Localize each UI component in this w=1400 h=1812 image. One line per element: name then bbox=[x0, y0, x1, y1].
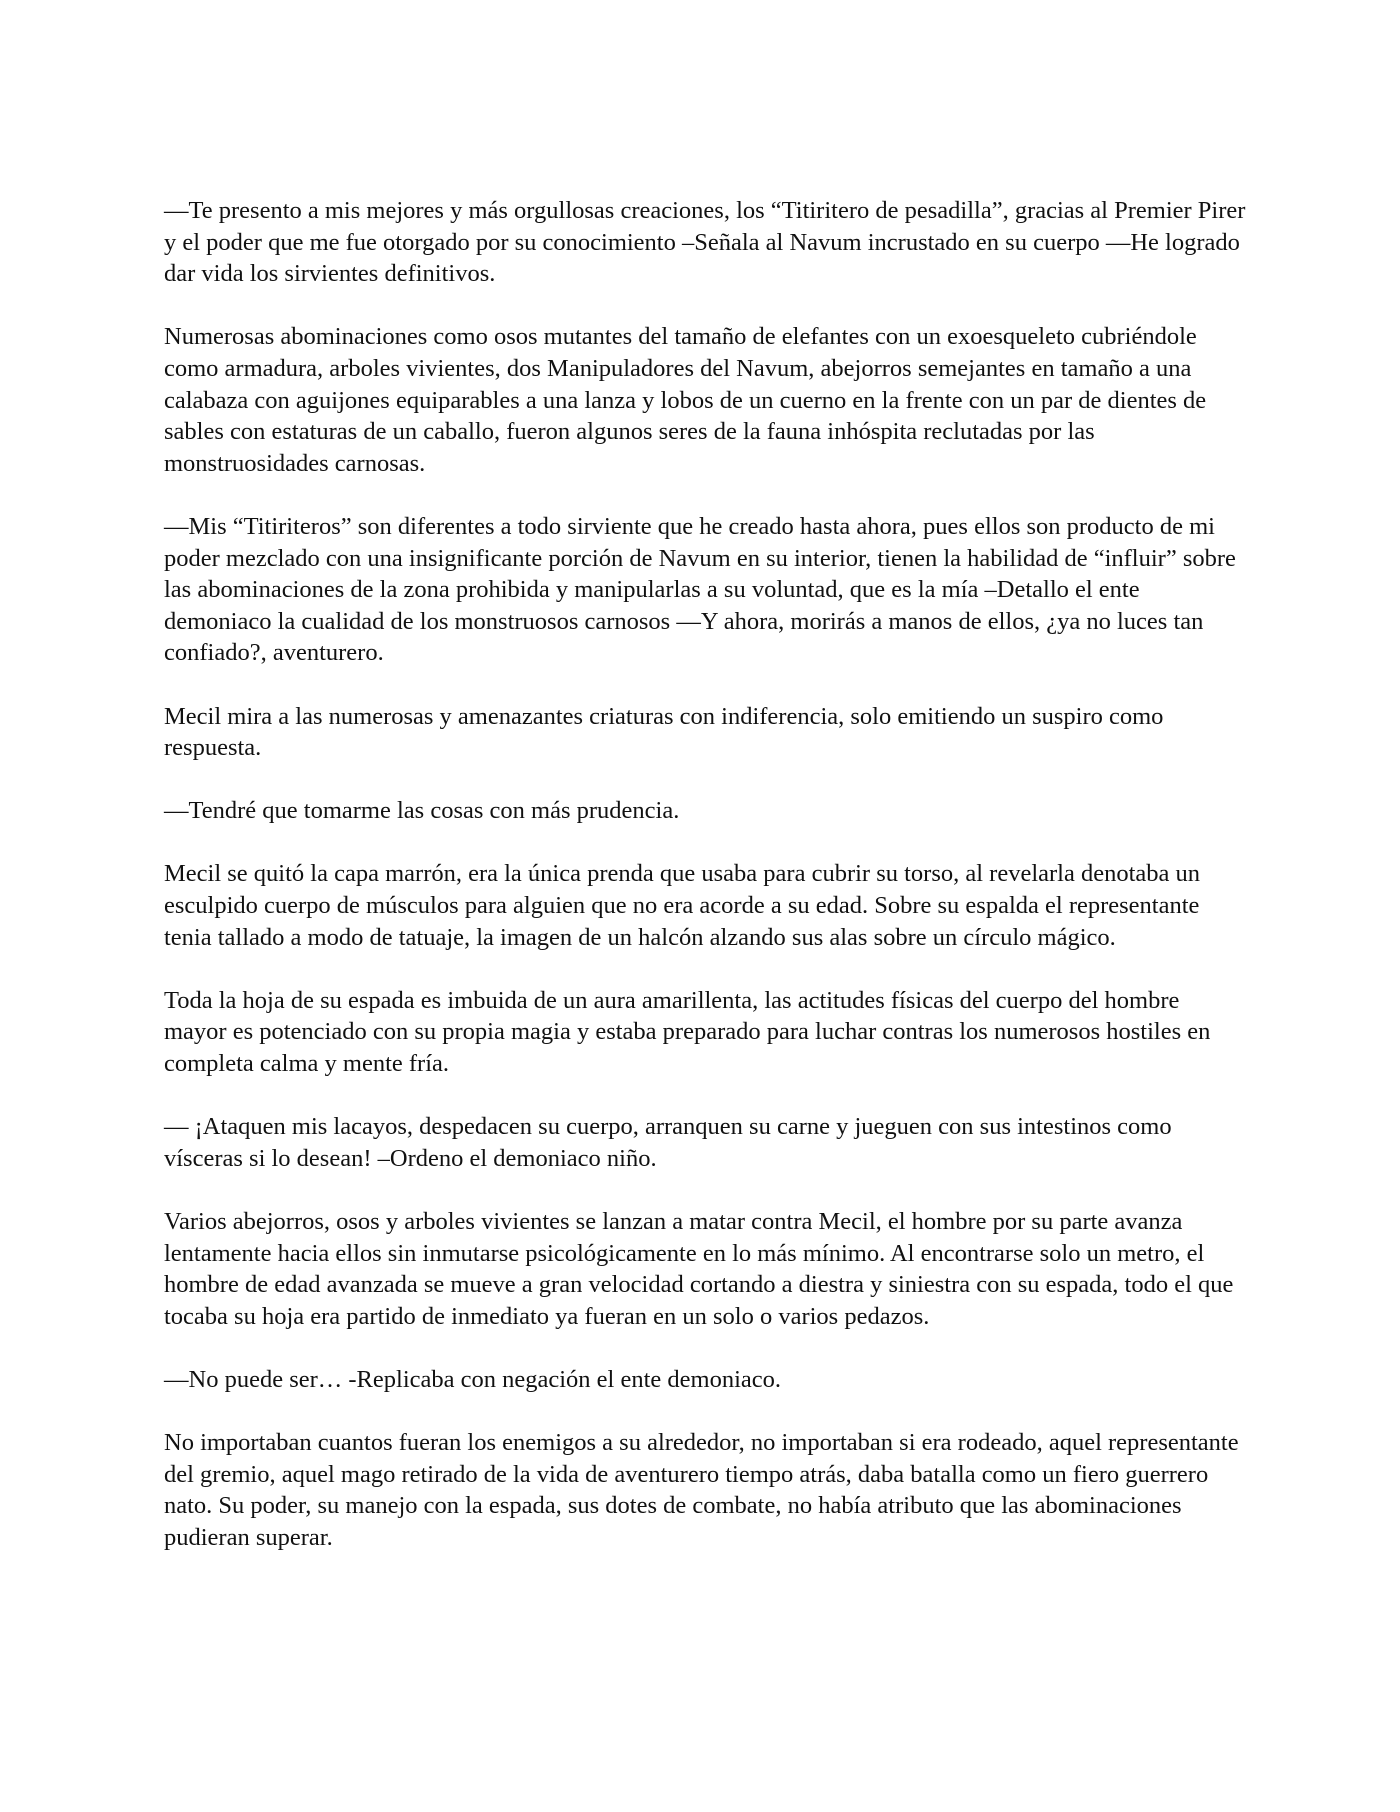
paragraph: Varios abejorros, osos y arboles vivientes se lanzan a matar contra Mecil, el hombre por su parte avanza lentamente hacia ellos sin inmutarse psicológicamente en lo más mínimo. Al encontrarse solo un metro, el hombre de edad avanzada se mueve a gran velocidad cortando a diestra y siniestra con su espada, todo el que tocaba su hoja era partido de inmediato ya fueran en un solo o varios pedazos. bbox=[164, 1208, 1234, 1330]
body-text bbox=[164, 195, 1246, 1585]
paragraph: Mecil mira a las numerosas y amenazantes criaturas con indiferencia, solo emitiendo un suspiro como respuesta. bbox=[164, 702, 1164, 762]
paragraph: —Tendré que tomarme las cosas con más prudencia. bbox=[164, 797, 680, 825]
paragraph: Numerosas abominaciones como osos mutantes del tamaño de elefantes con un exoesqueleto cubriéndole como armadura, arboles vivientes, dos Manipuladores del Navum, abejorros semejantes en tamaño a una calabaza con aguijones equiparables a una lanza y lobos de un cuerno en la frente con un par de dientes de sables con estaturas de un caballo, fueron algunos seres de la fauna inhóspita reclutadas por las monstruosidades carnosas. bbox=[164, 323, 1207, 477]
paragraph: — ¡Ataquen mis lacayos, despedacen su cuerpo, arranquen su carne y jueguen con sus intestinos como vísceras si lo desean! –Ordeno el demoniaco niño. bbox=[164, 1113, 1172, 1172]
paragraph: —Mis “Titiriteros” son diferentes a todo sirviente que he creado hasta ahora, pues ellos son producto de mi poder mezclado con una insignificante porción de Navum en su interior, tienen la habilidad de “influir” sobre las abominaciones de la zona prohibida y manipularlas a su voluntad, que es la mía –Detallo el ente demoniaco la cualidad de los monstruosos carnosos —Y ahora, morirás a manos de ellos, ¿ya no luces tan confiado?, aventurero. bbox=[164, 512, 1236, 667]
paragraph: No importaban cuantos fueran los enemigos a su alrededor, no importaban si era rodeado, aquel representante del gremio, aquel mago retirado de la vida de aventurero tiempo atrás, daba batalla como un fiero guerrero nato. Su poder, su manejo con la espada, sus dotes de combate, no había atributo que las abominaciones pudieran superar. bbox=[164, 1429, 1239, 1551]
paragraph: —Te presento a mis mejores y más orgullosas creaciones, los “Titiritero de pesadilla”, gracias al Premier Pirer y el poder que me fue otorgado por su conocimiento –Señala al Navum incrustado en su cuerpo —He logrado dar vida los sirvientes definitivos. bbox=[164, 197, 1246, 288]
paragraph: Toda la hoja de su espada es imbuida de un aura amarillenta, las actitudes físicas del cuerpo del hombre mayor es potenciado con su propia magia y estaba preparado para luchar contras los numerosos hostiles en completa calma y mente fría. bbox=[164, 986, 1211, 1078]
paragraph: —No puede ser… -Replicaba con negación el ente demoniaco. bbox=[164, 1365, 782, 1393]
paragraph: Mecil se quitó la capa marrón, era la única prenda que usaba para cubrir su torso, al revelarla denotaba un esculpido cuerpo de músculos para alguien que no era acorde a su edad. Sobre su espalda el representante tenia tallado a modo de tatuaje, la imagen de un halcón alzando sus alas sobre un círculo mágico. bbox=[164, 860, 1201, 951]
